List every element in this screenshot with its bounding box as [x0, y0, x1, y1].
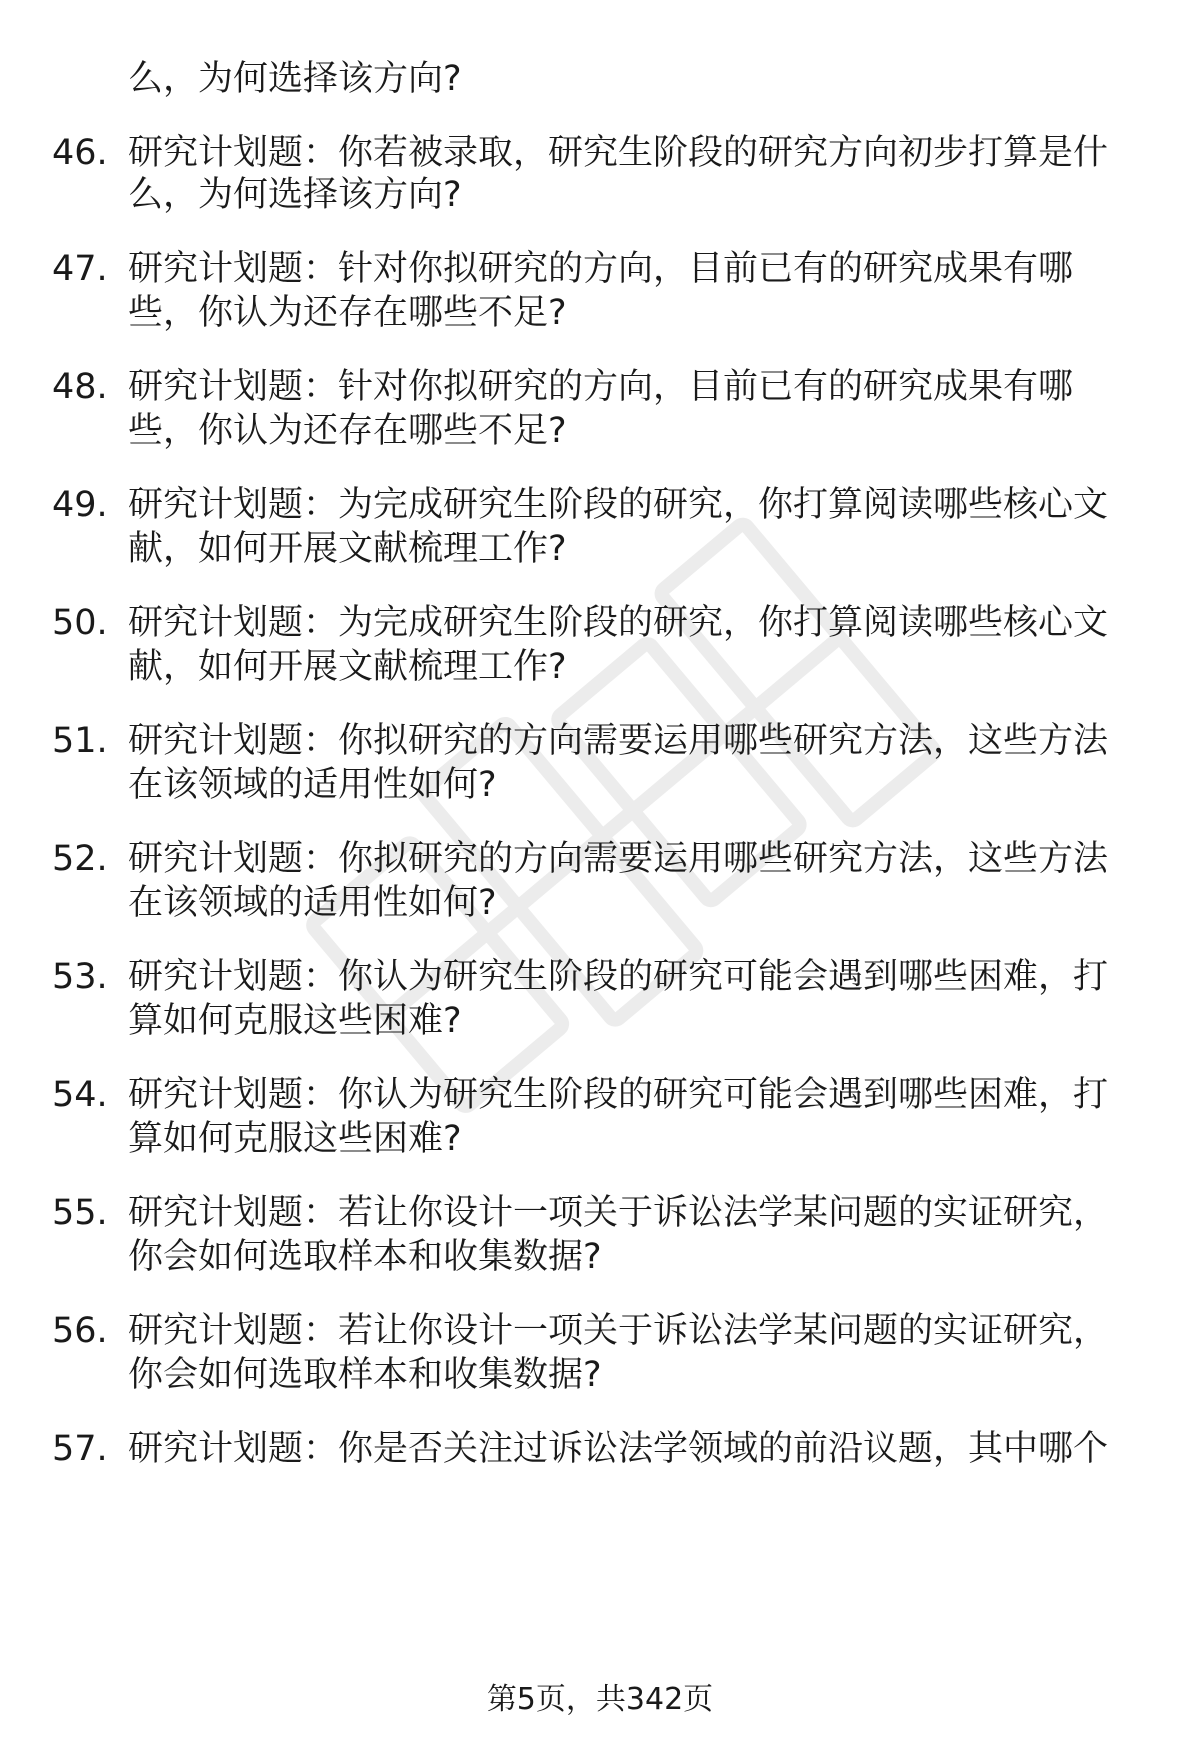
item-text-line1: 研究计划题：你拟研究的方向需要运用哪些研究方法，这些方法	[128, 839, 1109, 879]
continuation-text: 么，为何选择该方向?	[128, 59, 462, 99]
item-text-line2: 在该领域的适用性如何?	[128, 883, 497, 923]
item-number: 51.	[52, 721, 108, 761]
item-text-line1: 研究计划题：针对你拟研究的方向，目前已有的研究成果有哪	[128, 367, 1074, 407]
item-text-line1: 研究计划题：你若被录取，研究生阶段的研究方向初步打算是什	[128, 133, 1109, 173]
item-text-line1: 研究计划题：你认为研究生阶段的研究可能会遇到哪些困难，打	[128, 1075, 1109, 1115]
item-text-line1: 研究计划题：若让你设计一项关于诉讼法学某问题的实证研究，	[128, 1193, 1109, 1233]
item-number: 55.	[52, 1193, 108, 1233]
item-text-line2: 献，如何开展文献梳理工作?	[128, 529, 567, 569]
item-number: 50.	[52, 603, 108, 643]
item-text-line1: 研究计划题：为完成研究生阶段的研究，你打算阅读哪些核心文	[128, 485, 1109, 525]
item-number: 52.	[52, 839, 108, 879]
page-footer: 第5页，共342页	[486, 1682, 714, 1717]
item-number: 56.	[52, 1311, 108, 1351]
item-text-line1: 研究计划题：你认为研究生阶段的研究可能会遇到哪些困难，打	[128, 957, 1109, 997]
item-number: 49.	[52, 485, 108, 525]
item-text-line2: 么，为何选择该方向?	[128, 175, 462, 215]
item-number: 57.	[52, 1429, 108, 1469]
item-number: 48.	[52, 367, 108, 407]
item-text-line2: 献，如何开展文献梳理工作?	[128, 647, 567, 687]
item-text-line2: 些，你认为还存在哪些不足?	[128, 293, 567, 333]
item-text-line2: 你会如何选取样本和收集数据?	[128, 1355, 602, 1395]
item-text-line1: 研究计划题：你是否关注过诉讼法学领域的前沿议题，其中哪个	[128, 1429, 1109, 1469]
item-text-line2: 些，你认为还存在哪些不足?	[128, 411, 567, 451]
item-number: 46.	[52, 133, 108, 173]
item-text-line1: 研究计划题：若让你设计一项关于诉讼法学某问题的实证研究，	[128, 1311, 1109, 1351]
item-text-line2: 在该领域的适用性如何?	[128, 765, 497, 805]
item-number: 54.	[52, 1075, 108, 1115]
item-text-line1: 研究计划题：你拟研究的方向需要运用哪些研究方法，这些方法	[128, 721, 1109, 761]
item-text-line2: 算如何克服这些困难?	[128, 1001, 462, 1041]
item-text-line2: 算如何克服这些困难?	[128, 1119, 462, 1159]
item-text-line1: 研究计划题：为完成研究生阶段的研究，你打算阅读哪些核心文	[128, 603, 1109, 643]
item-text-line2: 你会如何选取样本和收集数据?	[128, 1237, 602, 1277]
item-text-line1: 研究计划题：针对你拟研究的方向，目前已有的研究成果有哪	[128, 249, 1074, 289]
item-number: 47.	[52, 249, 108, 289]
item-number: 53.	[52, 957, 108, 997]
